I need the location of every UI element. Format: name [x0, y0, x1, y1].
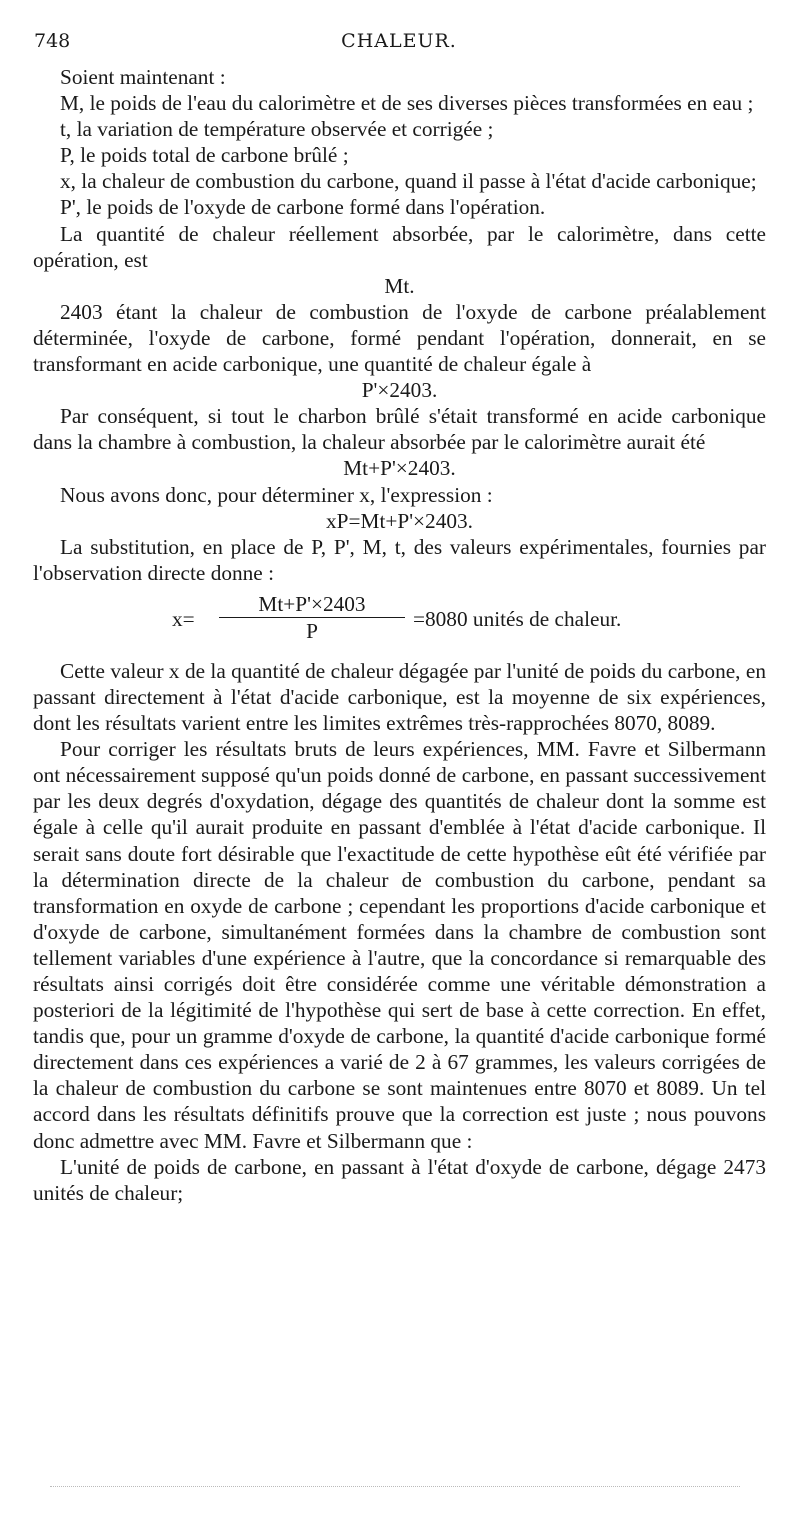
- page-header: [34, 30, 764, 60]
- paragraph: Pour corriger les résultats bruts de leurs expériences, MM. Favre et Silbermann ont nécessairement supposé qu'un poids donné de carbone, en passant successivement par les deux degrés d'oxydation, dégage des quantités de chaleur dont la somme est égale à celle qu'il aurait produite en passant d'emblée à l'état d'acide carbonique. Il serait sans doute fort désirable que l'exactitude de cette hypothèse eût été vérifiée par la détermination directe de la chaleur de combustion du carbone, pendant sa transformation en oxyde de carbone ; cependant les proportions d'acide carbonique et d'oxyde de carbone, simultanément formées dans la chambre de combustion sont tellement variables d'une expérience à l'autre, que la concordance si remarquable des résultats ainsi corrigés doit être considérée comme une véritable démonstration a posteriori de la légitimité de l'hypothèse qui sert de base à cette correction. En effet, tandis que, pour un gramme d'oxyde de carbone, la quantité d'acide carbonique formé directement dans ces expériences a varié de 2 à 67 grammes, les valeurs corrigées de la chaleur de combustion du carbone se sont maintenues entre 8070 et 8089. Un tel accord dans les résultats définitifs prouve que la correction est juste ; nous pouvons donc admettre avec MM. Favre et Silbermann que :: [33, 737, 766, 1153]
- page-number: 748: [34, 30, 71, 52]
- equation: Mt.: [384, 273, 415, 298]
- paragraph: M, le poids de l'eau du calorimètre et de ses diverses pièces transformées en eau ;: [60, 91, 754, 116]
- paragraph: Cette valeur x de la quantité de chaleur dégagée par l'unité de poids du carbone, en passant directement à l'état d'acide carbonique, est la moyenne de six expériences, dont les résultats varient entre les limites extrêmes très-rapprochées 8070, 8089.: [33, 658, 766, 736]
- paragraph: Nous avons donc, pour déterminer x, l'expression :: [60, 482, 493, 507]
- fraction-numerator: Mt+P'×2403: [258, 591, 366, 616]
- running-title: CHALEUR.: [341, 30, 457, 52]
- equation: P'×2403.: [361, 378, 438, 403]
- fraction-denominator: P: [306, 618, 318, 643]
- page-body: [33, 64, 766, 1206]
- paragraph: P, le poids total de carbone brûlé ;: [60, 143, 349, 168]
- paragraph: La quantité de chaleur réellement absorbée, par le calorimètre, dans cette opération, est: [33, 221, 766, 272]
- paragraph: t, la variation de température observée et corrigée ;: [60, 117, 494, 142]
- equation-lhs: x=: [172, 606, 195, 631]
- footer-rule: [50, 1486, 740, 1487]
- equation: xP=Mt+P'×2403.: [326, 508, 473, 533]
- paragraph: x, la chaleur de combustion du carbone, quand il passe à l'état d'acide carbonique;: [60, 169, 757, 194]
- paragraph: La substitution, en place de P, P', M, t, des valeurs expérimentales, fournies par l'observation directe donne :: [33, 534, 766, 585]
- equation-rhs: =8080 unités de chaleur.: [413, 606, 622, 631]
- paragraph: L'unité de poids de carbone, en passant à l'état d'oxyde de carbone, dégage 2473 unités de chaleur;: [33, 1154, 766, 1205]
- paragraph: Par conséquent, si tout le charbon brûlé s'était transformé en acide carbonique dans la chambre à combustion, la chaleur absorbée par le calorimètre aurait été: [33, 404, 766, 455]
- paragraph: 2403 étant la chaleur de combustion de l'oxyde de carbone préalablement déterminée, l'oxyde de carbone, formé pendant l'opération, donnerait, en se transformant en acide carbonique, une quantité de chaleur égale à: [33, 299, 766, 377]
- equation: Mt+P'×2403.: [343, 456, 456, 481]
- paragraph: Soient maintenant :: [60, 65, 226, 89]
- fraction-bar: [219, 617, 405, 618]
- fraction-equation: [33, 592, 766, 650]
- fraction: [219, 592, 405, 643]
- paragraph: P', le poids de l'oxyde de carbone formé dans l'opération.: [60, 195, 546, 220]
